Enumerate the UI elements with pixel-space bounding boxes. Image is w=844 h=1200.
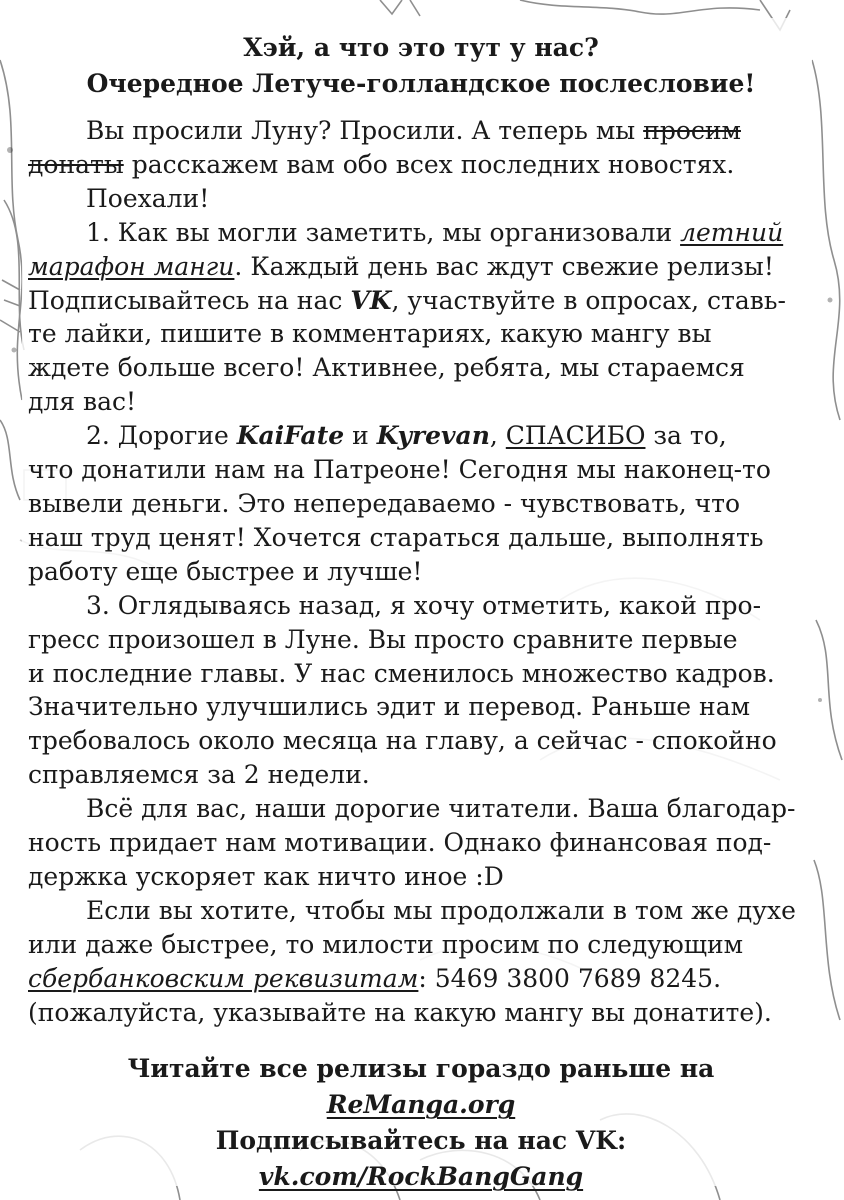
readers-paragraph: Всё для вас, наши дорогие читатели. Ваша благодар- ность придает нам мотивации. Однако финансовая под- держка ускоряет как ничто иное :D bbox=[28, 794, 796, 891]
strikethrough-text: донаты bbox=[28, 149, 124, 179]
sberbank-details-link[interactable]: сбербанковским реквизитам bbox=[28, 963, 419, 993]
go-paragraph: Поехали! bbox=[86, 183, 210, 213]
intro-paragraph: Вы просили Луну? Просили. А теперь мы просим донаты расскажем вам обо всех последних новостях. bbox=[28, 116, 741, 179]
item-3: 3. Оглядываясь назад, я хочу отметить, какой про- гресс произошел в Луне. Вы просто сравните первые и последние главы. У нас сменилось множество кадров. Значительно улучшились эдит и перевод. Раньше нам требовалось около месяца на главу, а сейчас - спокойно справляемся за 2 недели. bbox=[28, 590, 777, 790]
item-2: 2. Дорогие KaiFate и Kyrevan, СПАСИБО за то, что донатили нам на Патреоне! Сегодня мы наконец-то вывели деньги. Это непередаваемо - чувствовать, что наш труд ценят! Хочется стараться дальше, выполнять работу еще быстрее и лучше! bbox=[28, 421, 771, 586]
summer-marathon-link[interactable]: летний bbox=[680, 217, 784, 247]
afterword-content bbox=[28, 24, 814, 1195]
donor-name: KaiFate bbox=[236, 421, 345, 451]
vk-mention: VK bbox=[350, 285, 392, 315]
page-title bbox=[28, 30, 814, 102]
strikethrough-text: просим bbox=[643, 116, 741, 145]
thanks-text: СПАСИБО bbox=[505, 421, 646, 451]
donate-paragraph: Если вы хотите, чтобы мы продолжали в том же духе или даже быстрее, то милости просим по следующим сбербанковским реквизитам: 5469 3800 7689 8245. (пожалуйста, указывайте на какую мангу вы донатите). bbox=[28, 895, 796, 1027]
card-number: : 5469 3800 7689 8245. bbox=[418, 963, 722, 993]
donor-name: Kyrevan bbox=[376, 421, 490, 451]
remanga-link[interactable]: ReManga.org bbox=[326, 1090, 516, 1120]
summer-marathon-link[interactable]: марафон манги bbox=[28, 251, 235, 281]
title-line-1: Хэй, а что это тут у нас? bbox=[243, 33, 599, 62]
footer-subscribe-text: Подписывайтесь на нас VK: bbox=[215, 1126, 627, 1156]
vk-link[interactable]: vk.com/RockBangGang bbox=[258, 1162, 584, 1192]
item-1: 1. Как вы могли заметить, мы организовали летний марафон манги. Каждый день вас ждут свежие релизы! Подписывайтесь на нас VK, участвуйте в опросах, ставь- те лайки, пишите в комментариях, какую мангу вы ждете больше всего! Активнее, ребята, мы стараемся для вас! bbox=[28, 217, 786, 417]
footer-read-text: Читайте все релизы гораздо раньше на bbox=[127, 1054, 715, 1084]
footer bbox=[28, 1051, 814, 1195]
title-line-2: Очередное Летуче-голландское послесловие! bbox=[86, 69, 756, 98]
